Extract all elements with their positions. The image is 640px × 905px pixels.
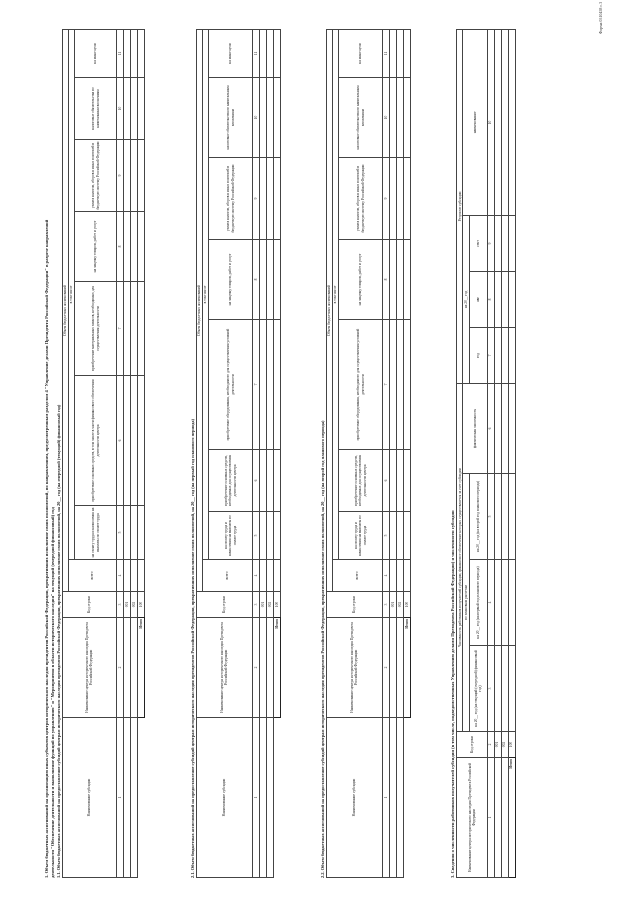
t2-code: 002 [267,592,274,618]
t2-total-cell[interactable] [274,29,281,77]
t4-cell[interactable] [501,560,508,646]
t1-total-cell[interactable] [138,560,145,592]
t4-num: 3 [487,646,494,732]
t4-total-cell[interactable] [508,271,515,327]
t3-cell[interactable] [397,158,404,240]
t2-cell[interactable] [267,718,274,878]
t1-code: 002 [131,592,138,618]
t3-col-equipment: приобретение оборудования, необходимого для осуществления уставной деятельности [339,320,383,450]
t3-total-cell[interactable] [404,450,411,512]
t4-code: 002 [501,732,508,758]
section-2-subtitle: 2.1. Объем бюджетных ассигнований на предоставление субсидий центрам исторического наследия президентов Российской Федерации, прекративших исполнение своих полномочий, на 20__ год (на первый год планового периода) [190,418,195,878]
t3-cell[interactable] [390,718,397,878]
t3-cell[interactable] [397,718,404,878]
t3-total-row [404,29,411,877]
t2-total-cell[interactable] [274,158,281,240]
t3-total-cell[interactable] [404,560,411,592]
section-1-title-2: деятельности "Обеспечение деятельности и выполнение функций по управлению" и "Мероприятия в области исторического наследия" на текущий (очередной финансовый) год [50,507,55,878]
t3-cell[interactable] [397,29,404,77]
t1-num: 5 [117,506,124,560]
t2-col-purchases: на закупку товаров, работ и услуг [209,240,253,320]
t2-total-row [274,29,281,877]
rotated-form [40,30,598,878]
t3-num: 2 [383,618,390,718]
t3-cell[interactable] [390,29,397,77]
t4-cell[interactable] [501,474,508,560]
t4-months-header: на 20__ год [463,215,469,383]
t2-cell[interactable] [267,240,274,320]
t3-col-purchases: на закупку товаров, работ и услуг [339,240,383,320]
t2-col-taxes: уплата налогов, сборов и иных платежей в бюджетную систему Российской Федерации [209,158,253,240]
t3-cell[interactable] [397,512,404,560]
t3-num: 1 [383,718,390,878]
t2-col-equipment: приобретение оборудования, необходимого для осуществления уставной деятельности [209,320,253,450]
t2-num: 10 [253,78,260,158]
t1-total-label: Итого [138,618,145,718]
t4-total-cell[interactable] [508,560,515,646]
t2-total-cell[interactable] [274,320,281,450]
t4-cell[interactable] [494,560,501,646]
t3-total-cell[interactable] [404,512,411,560]
t4-total-row [508,29,515,877]
t1-cell[interactable] [131,618,138,718]
t4-total-cell[interactable] [508,646,515,732]
t3-total-code: 100 [404,592,411,618]
t3-num: 8 [383,240,390,320]
t4-plan-header: по плановым расчетам [463,474,469,732]
t3-cell[interactable] [390,618,397,718]
t1-row [131,29,138,877]
t1-cell[interactable] [131,29,138,77]
t2-num: 2 [253,618,260,718]
t2-col-subsidy: Наименование субсидии [196,718,253,878]
t2-cell[interactable] [267,78,274,158]
t1-col-code: Код строки [62,592,117,618]
t1-cell[interactable] [124,212,131,282]
t3-num: 4 [383,560,390,592]
t4-cell[interactable] [501,327,508,383]
t2-cell[interactable] [260,320,267,450]
t4-cell[interactable] [501,29,508,215]
t3-cell[interactable] [390,240,397,320]
t2-total-label: Итого [274,618,281,718]
t1-cell[interactable] [131,560,138,592]
section-3 [320,30,411,878]
t4-num: 4 [487,560,494,646]
t1-cell[interactable] [124,29,131,77]
t3-total-label: Итого [404,618,411,718]
t3-cell[interactable] [397,560,404,592]
t1-col-materials: приобретение материальных запасов, необходимых для осуществления деятельности [75,282,117,376]
t4-col-sep: сент [469,215,487,271]
t1-num: 3 [117,592,124,618]
t4-total-label: Итого [508,758,515,878]
t2-cell[interactable] [260,29,267,77]
t1-num: 10 [117,78,124,140]
t4-cell[interactable] [494,383,501,473]
t1-cell[interactable] [131,140,138,212]
t2-cell[interactable] [267,320,274,450]
t4-num: 5 [487,474,494,560]
t4-num: 2 [487,732,494,758]
t4-col-avg: авг [469,271,487,327]
t4-num: 9 [487,215,494,271]
t3-col-assets: приобретение основных средств, необходимых для осуществления деятельности центра [339,450,383,512]
t2-num: 6 [253,450,260,512]
t1-cell[interactable] [131,718,138,878]
t4-group-header: Численность работников получателей субсидии, финансовое обеспечение которых осуществляется за счет субсидии [457,383,463,731]
t2-col-center: Наименование центра исторического наследия Президента Российской Федерации [196,618,253,718]
t2-cell[interactable] [267,450,274,512]
t4-total-cell[interactable] [508,327,515,383]
t4-cell[interactable] [494,271,501,327]
t3-num: 7 [383,320,390,450]
t4-num: 8 [487,271,494,327]
t3-cell[interactable] [397,78,404,158]
section-4-title: 3. Сведения о численности работников получателей субсидии (в том числе, подведомственных Управлению делами Президента Российской Федерации) и численности субсидии [450,510,455,878]
t2-cell[interactable] [267,618,274,718]
t2-col-other: на иные цели [209,29,253,77]
t2-subgroup-header: в том числе [202,29,208,559]
t1-total-cell[interactable] [138,29,145,77]
t2-num: 4 [253,560,260,592]
t3-cell[interactable] [390,320,397,450]
t3-num: 10 [383,78,390,158]
t4-col-y2: на 20__ год (на первый год планового периода) [469,560,487,646]
t1-cell[interactable] [124,140,131,212]
t1-num: 8 [117,212,124,282]
t2-cell[interactable] [260,512,267,560]
t3-cell[interactable] [390,158,397,240]
t4-row [501,29,508,877]
t3-cell[interactable] [397,618,404,718]
t3-code: 001 [390,592,397,618]
t4-total-code: 100 [508,732,515,758]
t1-total-row [138,29,145,877]
t1-cell[interactable] [131,212,138,282]
t1-cell[interactable] [124,376,131,506]
t2-group-header: Объем бюджетных ассигнований [196,29,202,591]
t2-num: 7 [253,320,260,450]
t4-col-res-name: наименование [463,29,487,215]
section-2 [190,30,281,878]
t2-cell[interactable] [260,450,267,512]
t1-cell[interactable] [131,282,138,376]
t1-num: 9 [117,140,124,212]
t3-col-taxes: уплата налогов, сборов и иных платежей в бюджетную систему Российской Федерации [339,158,383,240]
t4-col-center: Наименование центра исторического наследия Президента Российской Федерации [457,758,488,878]
t4-row [494,29,501,877]
t3-col-subsidy: Наименование субсидии [326,718,383,878]
t2-cell[interactable] [260,718,267,878]
t4-cell[interactable] [501,215,508,271]
t1-col-total: всего [68,560,116,592]
t4-num: 10 [487,29,494,215]
t4-cell[interactable] [494,29,501,215]
t4-col-god: год [469,327,487,383]
t3-cell[interactable] [397,450,404,512]
t2-col-capital: налоговые обязательства по капитальным вложениям [209,78,253,158]
t3-num: 9 [383,158,390,240]
t1-col-salary: на оплату труда и начисления на выплаты по оплате труда [75,506,117,560]
t2-num: 3 [253,592,260,618]
t1-cell[interactable] [124,718,131,878]
t1-total-cell[interactable] [138,506,145,560]
t1-num: 2 [117,618,124,718]
t1-cell[interactable] [124,560,131,592]
t3-group-header: Объем бюджетных ассигнований [326,29,332,591]
t4-num: 6 [487,383,494,473]
t4-col-y1: на 20__ год (на текущий (очередной) финансовый год) [469,646,487,732]
t3-cell[interactable] [397,320,404,450]
t4-cell[interactable] [494,474,501,560]
t4-cell[interactable] [494,646,501,732]
t4-num: 1 [487,758,494,878]
t2-col-code: Код строки [196,592,253,618]
table-2 [196,29,282,878]
t1-total-cell[interactable] [138,78,145,140]
t2-total-cell[interactable] [274,560,281,592]
t4-cell[interactable] [501,383,508,473]
t2-row [260,29,267,877]
t4-total-cell[interactable] [508,383,515,473]
t1-col-purchases: на закупку товаров, работ и услуг [75,212,117,282]
t4-col-fact: фактическая численность [463,383,487,473]
t4-col-y3: на 20__ год (на второй год планового периода) [469,474,487,560]
t1-subgroup-header: в том числе [68,29,74,559]
t3-num: 5 [383,512,390,560]
t1-total-cell[interactable] [138,282,145,376]
t2-col-total: всего [202,560,252,592]
t2-cell[interactable] [260,618,267,718]
form-code: Форма 0510458 с.3 [598,1,603,34]
t2-cell[interactable] [260,158,267,240]
t1-cell[interactable] [131,506,138,560]
t1-cell[interactable] [124,618,131,718]
t4-num: 7 [487,327,494,383]
t1-num: 7 [117,282,124,376]
t2-cell[interactable] [260,240,267,320]
t2-cell[interactable] [267,29,274,77]
t4-cell[interactable] [501,646,508,732]
t3-cell[interactable] [390,512,397,560]
t2-num: 9 [253,158,260,240]
t1-code: 001 [124,592,131,618]
t4-cell[interactable] [494,215,501,271]
t3-total-cell[interactable] [404,320,411,450]
t2-cell[interactable] [267,158,274,240]
t2-num: 5 [253,512,260,560]
t1-num: 11 [117,29,124,77]
t3-cell[interactable] [397,240,404,320]
t1-row [124,29,131,877]
t2-code: 001 [260,592,267,618]
t1-num: 4 [117,560,124,592]
t2-num: 11 [253,29,260,77]
t1-col-center: Наименование центра исторического наследия Президента Российской Федерации [62,618,117,718]
t3-subgroup-header: в том числе [332,29,338,559]
t2-total-cell[interactable] [274,78,281,158]
t3-row [397,29,404,877]
t2-num: 1 [253,718,260,878]
t1-total-cell[interactable] [138,140,145,212]
t2-cell[interactable] [260,560,267,592]
t3-code: 002 [397,592,404,618]
t4-cell[interactable] [501,271,508,327]
section-3-subtitle: 2.2. Объем бюджетных ассигнований на предоставление субсидий центрам исторического наследия президентов Российской Федерации, прекративших исполнение своих полномочий, на 20__ год (на второй год планового периода) [320,420,325,878]
t1-col-taxes: уплата налогов, сборов и иных платежей в бюджетную систему Российской Федерации [75,140,117,212]
t2-total-cell[interactable] [274,512,281,560]
t1-col-assets: приобретение основных средств, в том числе в части финансового обеспечения деятельности центра [75,376,117,506]
t2-cell[interactable] [267,560,274,592]
t2-total-code: 100 [274,592,281,618]
t1-num: 6 [117,376,124,506]
table-4 [456,29,516,878]
t2-col-assets: приобретение основных средств, необходимых для осуществления деятельности центра [209,450,253,512]
t3-cell[interactable] [390,78,397,158]
t1-col-other: на иные цели [75,29,117,77]
t3-num: 3 [383,592,390,618]
t3-total-cell[interactable] [404,29,411,77]
t1-cell[interactable] [124,78,131,140]
t4-total-cell[interactable] [508,29,515,215]
t2-total-cell[interactable] [274,240,281,320]
t4-total-cell[interactable] [508,474,515,560]
t4-cell[interactable] [501,758,508,878]
t1-cell[interactable] [124,506,131,560]
t4-cell[interactable] [494,327,501,383]
t2-cell[interactable] [260,78,267,158]
t3-total-cell[interactable] [404,78,411,158]
t4-cell[interactable] [494,758,501,878]
t4-col-code: Код строки [457,732,488,758]
t2-col-salary: на оплату труда и начисления на выплаты по оплате труда [209,512,253,560]
section-4 [450,30,516,878]
t4-total-cell[interactable] [508,215,515,271]
table-1 [62,29,146,878]
t3-cell[interactable] [390,450,397,512]
t1-col-subsidy: Наименование субсидии [62,718,117,878]
section-1 [44,30,145,878]
t1-cell[interactable] [131,78,138,140]
t3-col-capital: налоговые обязательства по капитальным вложениям [339,78,383,158]
t3-total-cell[interactable] [404,158,411,240]
t2-num: 8 [253,240,260,320]
t1-total-cell[interactable] [138,376,145,506]
table-3 [326,29,412,878]
t1-cell[interactable] [124,282,131,376]
t2-cell[interactable] [267,512,274,560]
t3-col-salary: на оплату труда и начисления на выплаты по оплате труда [339,512,383,560]
t1-col-capital: налоговые обязательства по капитальным вложениям [75,78,117,140]
t4-code: 001 [494,732,501,758]
t3-total-cell[interactable] [404,240,411,320]
t1-cell[interactable] [131,376,138,506]
t3-row [390,29,397,877]
t3-col-center: Наименование центра исторического наследия Президента Российской Федерации [326,618,383,718]
t4-result-header: Результат субсидии [457,29,463,383]
t1-total-cell[interactable] [138,212,145,282]
section-1-subtitle: 1.1. Объем бюджетных ассигнований на предоставление субсидий центрам исторического наследия президентов Российской Федерации, прекративших исполнение своих полномочий, на 20__ год (на очередной (текущий) финансовый год) [56,404,61,878]
t2-total-cell[interactable] [274,450,281,512]
t2-row [267,29,274,877]
t3-num: 11 [383,29,390,77]
t1-total-code: 100 [138,592,145,618]
t3-col-other: на иные цели [339,29,383,77]
t3-cell[interactable] [390,560,397,592]
t3-col-total: всего [332,560,382,592]
section-1-title: 1. Объем бюджетных ассигнований на организацию иных субъектов центров исторического наследия президентов Российской Федерации, прекративших исполнение своих полномочий, по направлениям, предусмотренным разделом 4 "Управление делами Президента Российской Федерации" в разрезе направлений [44,219,49,878]
t3-col-code: Код строки [326,592,383,618]
t3-num: 6 [383,450,390,512]
t1-group-header: Объем бюджетных ассигнований [62,29,68,591]
t1-num: 1 [117,718,124,878]
